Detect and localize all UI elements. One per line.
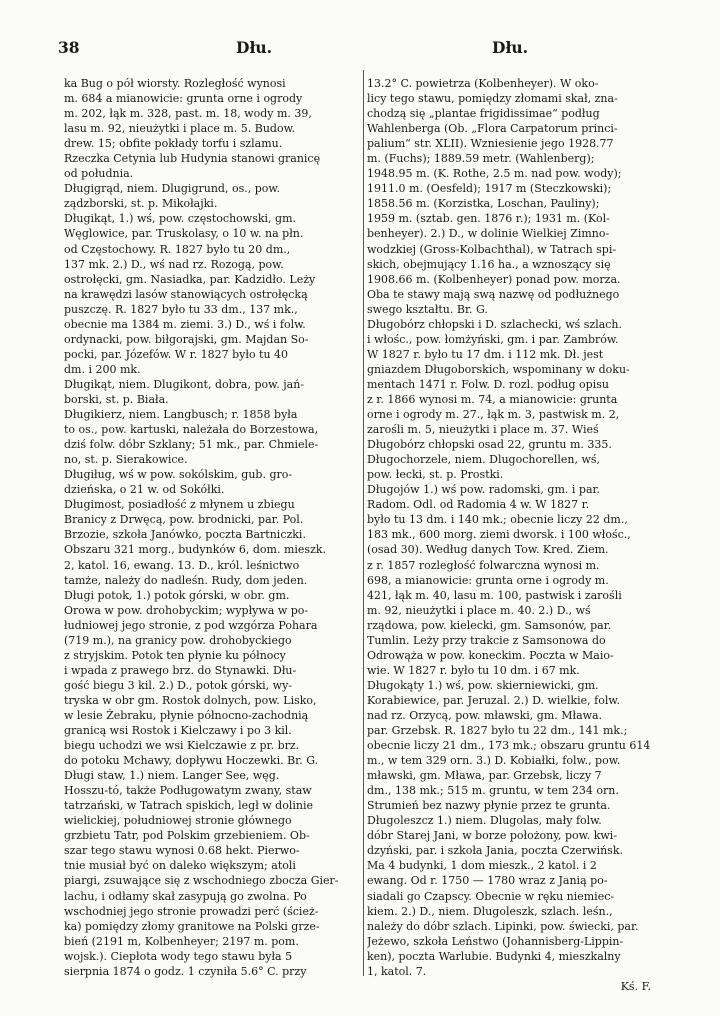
text-line: 2, katol. 16, ewang. 13. D., król. leśnictwo <box>64 558 300 572</box>
text-line: wie. W 1827 r. było tu 10 dm. i 67 mk. <box>367 663 580 677</box>
text-line: piargi, zsuwające się z wschodniego zbocza Gier- <box>64 874 339 888</box>
text-line: W 1827 r. było tu 17 dm. i 112 mk. Dł. jest <box>367 347 604 361</box>
text-line: od Częstochowy. R. 1827 było tu 20 dm., <box>64 242 291 256</box>
text-line: Długikąt, niem. Dlugikont, dobra, pow. jań- <box>64 377 305 391</box>
text-line: Długi staw, 1.) niem. Langer See, węg. <box>64 769 280 783</box>
text-line: Branicy z Drwęcą, pow. brodnicki, par. Pol. <box>64 513 304 527</box>
text-line: 421, łąk m. 40, lasu m. 100, pastwisk i zarośli <box>367 588 622 602</box>
text-line: dziś folw. dóbr Szklany; 51 mk., par. Chmiele- <box>64 438 319 452</box>
text-line: 1908.66 m. (Kolbenheyer) ponad pow. morza. <box>367 272 621 286</box>
text-line: gość biegu 3 kil. 2.) D., potok górski, wy- <box>64 678 293 692</box>
text-line: i wpada z prawego brz. do Stynawki. Dłu- <box>64 663 297 677</box>
text-column-left <box>64 76 354 996</box>
column-divider <box>363 70 364 976</box>
text-line: Długojów 1.) wś pow. radomski, gm. i par. <box>367 483 601 497</box>
text-line: bień (2191 m, Kolbenheyer; 2197 m. pom. <box>64 934 299 948</box>
text-line: Obszaru 321 morg., budynków 6, dom. mieszk. <box>64 543 327 557</box>
text-line: (719 m.), na granicy pow. drohobyckiego <box>64 633 292 647</box>
running-head-left: Dłu. <box>236 38 273 57</box>
text-line: borski, st. p. Biała. <box>64 392 169 406</box>
text-line: Tumlin. Leży przy trakcie z Samsonowa do <box>367 633 606 647</box>
text-line: dm., 138 mk.; 515 m. gruntu, w tem 234 orn. <box>367 784 619 798</box>
text-line: tnie musiał być on daleko większym; atoli <box>64 859 296 873</box>
text-line: 698, a mianowicie: grunta orne i ogrody m. <box>367 573 609 587</box>
text-line: Długiług, wś w pow. sokólskim, gub. gro- <box>64 468 293 482</box>
text-line: benheyer). 2.) D., w dolinie Wielkiej Zimno- <box>367 227 610 241</box>
text-line: pow. łecki, st. p. Prostki. <box>367 468 504 482</box>
text-line: Długigrąd, niem. Dlugigrund, os., pow. <box>64 182 280 196</box>
text-line: z stryjskim. Potok ten płynie ku północy <box>64 648 286 662</box>
text-line: zarośli m. 5, nieużytki i place m. 37. Wieś <box>367 423 599 437</box>
text-line: 13.2° C. powietrza (Kolbenheyer). W oko- <box>367 77 599 90</box>
text-line: Długoleszcz 1.) niem. Dlugolas, mały folw. <box>367 814 602 828</box>
text-line: siadali go Czapscy. Obecnie w ręku niemiec- <box>367 889 615 903</box>
text-line: wschodniej jego stronie prowadzi perć (ścież- <box>64 904 319 918</box>
running-head-right: Dłu. <box>492 38 529 57</box>
text-line: obecnie liczy 21 dm., 173 mk.; obszaru gruntu 614 <box>367 739 651 753</box>
text-line: dzyński, par. i szkoła Jania, poczta Czerwińsk. <box>367 844 623 858</box>
text-line: wielickiej, południowej stronie głównego <box>64 814 292 828</box>
text-line: szar tego stawu wynosi 0.68 hekt. Pierwo- <box>64 844 300 858</box>
text-line: Długikierz, niem. Langbusch; r. 1858 była <box>64 408 298 422</box>
text-line: obecnie ma 1384 m. ziemi. 3.) D., wś i folw. <box>64 317 306 331</box>
text-line: gniazdem Długoborskich, wspominany w doku- <box>367 362 630 376</box>
text-line: ka) pomiędzy złomy granitowe na Polski grze- <box>64 919 320 933</box>
text-line: Długokąty 1.) wś, pow. skierniewicki, gm. <box>367 678 599 692</box>
text-line: swego kształtu. Br. G. <box>367 302 488 316</box>
text-line: granicą wsi Rostok i Kielczawy i po 3 kil. <box>64 724 292 738</box>
text-line: to os., pow. kartuski, należała do Borzestowa, <box>64 423 319 437</box>
text-line: ordynacki, pow. biłgorajski, gm. Majdan So- <box>64 332 309 346</box>
text-line: tryska w obr gm. Rostok dolnych, pow. Lisko, <box>64 693 317 707</box>
text-line: lasu m. 92, nieużytki i place m. 5. Budow. <box>64 122 296 136</box>
text-line: licy tego stawu, pomiędzy złomami skał, zna- <box>367 92 618 106</box>
text-line: i włośc., pow. łomżyński, gm. i par. Zambrów. <box>367 332 619 346</box>
text-line: Długikąt, 1.) wś, pow. częstochowski, gm. <box>64 212 296 226</box>
text-line: (osad 30). Według danych Tow. Kred. Ziem. <box>367 543 609 557</box>
text-line: tatrzański, w Tatrach spiskich, legł w dolinie <box>64 799 313 813</box>
text-line: z r. 1866 wynosi m. 74, a mianowicie: grunta <box>367 392 618 406</box>
text-line: sierpnia 1874 o godz. 1 czyniła 5.6° C. przy <box>64 964 307 978</box>
page-number: 38 <box>58 38 80 57</box>
text-line: Odrowąża w pow. koneckim. Poczta w Maio- <box>367 648 614 662</box>
text-line: dóbr Starej Jani, w borze położony, pow. kwi- <box>367 829 618 843</box>
text-line: Długimost, posiadłość z młynem u zbiegu <box>64 498 295 512</box>
text-line: m. 684 a mianowicie: grunta orne i ogrody <box>64 92 303 106</box>
text-line: Jeżewo, szkoła Leństwo (Johannisberg-Lippin- <box>367 934 624 948</box>
text-line: Hosszu-tó, także Podługowatym zwany, staw <box>64 784 312 798</box>
text-line: Rzeczka Cetynia lub Hudynia stanowi granicę <box>64 152 321 166</box>
text-line: należy do dóbr szlach. Lipinki, pow. świecki, par. <box>367 919 639 933</box>
text-column-right <box>367 76 657 996</box>
text-line: Radom. Odl. od Radomia 4 w. W 1827 r. <box>367 498 590 512</box>
text-line: z r. 1857 rozległość folwarczna wynosi m. <box>367 558 600 572</box>
text-line: 1858.56 m. (Korzistka, Loschan, Pauliny); <box>367 197 600 211</box>
text-line: do potoku Mchawy, dopływu Hoczewki. Br. G. <box>64 754 319 768</box>
text-line: m. 202, łąk m. 328, past. m. 18, wody m. 39, <box>64 107 312 121</box>
text-line: 183 mk., 600 morg. ziemi dworsk. i 100 włośc., <box>367 528 631 542</box>
text-line: drew. 15; obfite pokłady torfu i szlamu. <box>64 137 283 151</box>
text-line: orne i ogrody m. 27., łąk m. 3, pastwisk m. 2, <box>367 408 620 422</box>
text-line: 1948.95 m. (K. Rothe, 2.5 m. nad pow. wody); <box>367 167 622 181</box>
text-line: wojsk.). Ciepłota wody tego stawu była 5 <box>64 949 293 963</box>
text-line: lachu, i odłamy skał zasypują go zwolna. Po <box>64 889 307 903</box>
text-line: skich, obejmujący 1.16 ha., a wznoszący się <box>367 257 611 271</box>
text-line: dm. i 200 mk. <box>64 362 141 376</box>
text-line: ostrołęcki, gm. Nasiadka, par. Kadzidło. Leży <box>64 272 316 286</box>
text-line: Oba te stawy mają swą nazwę od podłużnego <box>367 287 620 301</box>
text-line: na krawędzi lasów stanowiących ostrołęcką <box>64 287 308 301</box>
text-line: ewang. Od r. 1750 — 1780 wraz z Janią po- <box>367 874 608 888</box>
text-line: tamże, należy do nadleśn. Rudy, dom jeden. <box>64 573 308 587</box>
text-line: mławski, gm. Mława, par. Grzebsk, liczy 7 <box>367 769 602 783</box>
text-line: dzieńska, o 21 w. od Sokółki. <box>64 483 225 497</box>
text-line: palium“ str. XLII). Wzniesienie jego 1928.77 <box>367 137 614 151</box>
text-line: Długochorzele, niem. Dlugochorellen, wś, <box>367 453 601 467</box>
text-line: m., w tem 329 orn. 3.) D. Kobiałki, folw., pow. <box>367 754 621 768</box>
text-line: 1, katol. 7. <box>367 964 427 978</box>
text-line: m. (Fuchs); 1889.59 metr. (Wahlenberg); <box>367 152 595 166</box>
text-line: Brzozie, szkoła Janówko, poczta Bartniczki. <box>64 528 306 542</box>
text-line: ka Bug o pół wiorsty. Rozległość wynosi <box>64 77 286 90</box>
text-line: Węglowice, par. Truskolasy, o 10 w. na płn. <box>64 227 304 241</box>
text-line: Kś. F. <box>620 979 651 993</box>
text-line: 137 mk. 2.) D., wś nad rz. Rozogą, pow. <box>64 257 284 271</box>
text-line: rządowa, pow. kielecki, gm. Samsonów, par. <box>367 618 612 632</box>
text-line: m. 92, nieużytki i place m. 40. 2.) D., wś <box>367 603 591 617</box>
text-line: grzbietu Tatr, pod Polskim grzebieniem. Ob- <box>64 829 310 843</box>
text-line: no, st. p. Sierakowice. <box>64 453 188 467</box>
text-line: Orowa w pow. drohobyckim; wypływa w po- <box>64 603 309 617</box>
text-line: łudniowej jego stronie, z pod wzgórza Pohara <box>64 618 318 632</box>
text-line: mentach 1471 r. Folw. D. rozl. podług opisu <box>367 377 609 391</box>
text-line: ken), poczta Warlubie. Budynki 4, mieszkalny <box>367 949 621 963</box>
text-line: Długobórz chłopski osad 22, gruntu m. 335. <box>367 438 612 452</box>
text-line: wodzkiej (Gross-Kolbachthal), w Tatrach spi- <box>367 242 617 256</box>
text-line: Długobórz chłopski i D. szlachecki, wś szlach. <box>367 317 623 331</box>
text-line: pocki, par. Józefów. W r. 1827 było tu 40 <box>64 347 289 361</box>
text-line: Długi potok, 1.) potok górski, w obr. gm. <box>64 588 290 602</box>
text-line: 1959 m. (sztab. gen. 1876 r.); 1931 m. (Kol- <box>367 212 610 226</box>
text-line: Ma 4 budynki, 1 dom mieszk., 2 katol. i 2 <box>367 859 597 873</box>
text-line: nad rz. Orzycą, pow. mławski, gm. Mława. <box>367 708 603 722</box>
text-line: Korabiewice, par. Jeruzal. 2.) D. wielkie, folw. <box>367 693 620 707</box>
text-line: puszczę. R. 1827 było tu 33 dm., 137 mk., <box>64 302 298 316</box>
text-line: biegu uchodzi we wsi Kielczawie z pr. brz. <box>64 739 300 753</box>
text-line: było tu 13 dm. i 140 mk.; obecnie liczy 22 dm., <box>367 513 628 527</box>
text-line: Strumień bez nazwy płynie przez te grunta. <box>367 799 611 813</box>
text-line: chodzą się „plantae frigidissimae“ podług <box>367 107 600 121</box>
text-line: ządzborski, st. p. Mikołajki. <box>64 197 218 211</box>
text-line: par. Grzebsk. R. 1827 było tu 22 dm., 141 mk.; <box>367 724 628 738</box>
text-line: kiem. 2.) D., niem. Dlugoleszk, szlach. leśn., <box>367 904 613 918</box>
text-line: Wahlenberga (Ob. „Flora Carpatorum princi- <box>367 122 618 136</box>
text-line: od południa. <box>64 167 134 181</box>
text-line: w lesie Żebraku, płynie północno-zachodnią <box>64 708 309 722</box>
text-line: 1911.0 m. (Oesfeld); 1917 m (Steczkowski); <box>367 182 612 196</box>
